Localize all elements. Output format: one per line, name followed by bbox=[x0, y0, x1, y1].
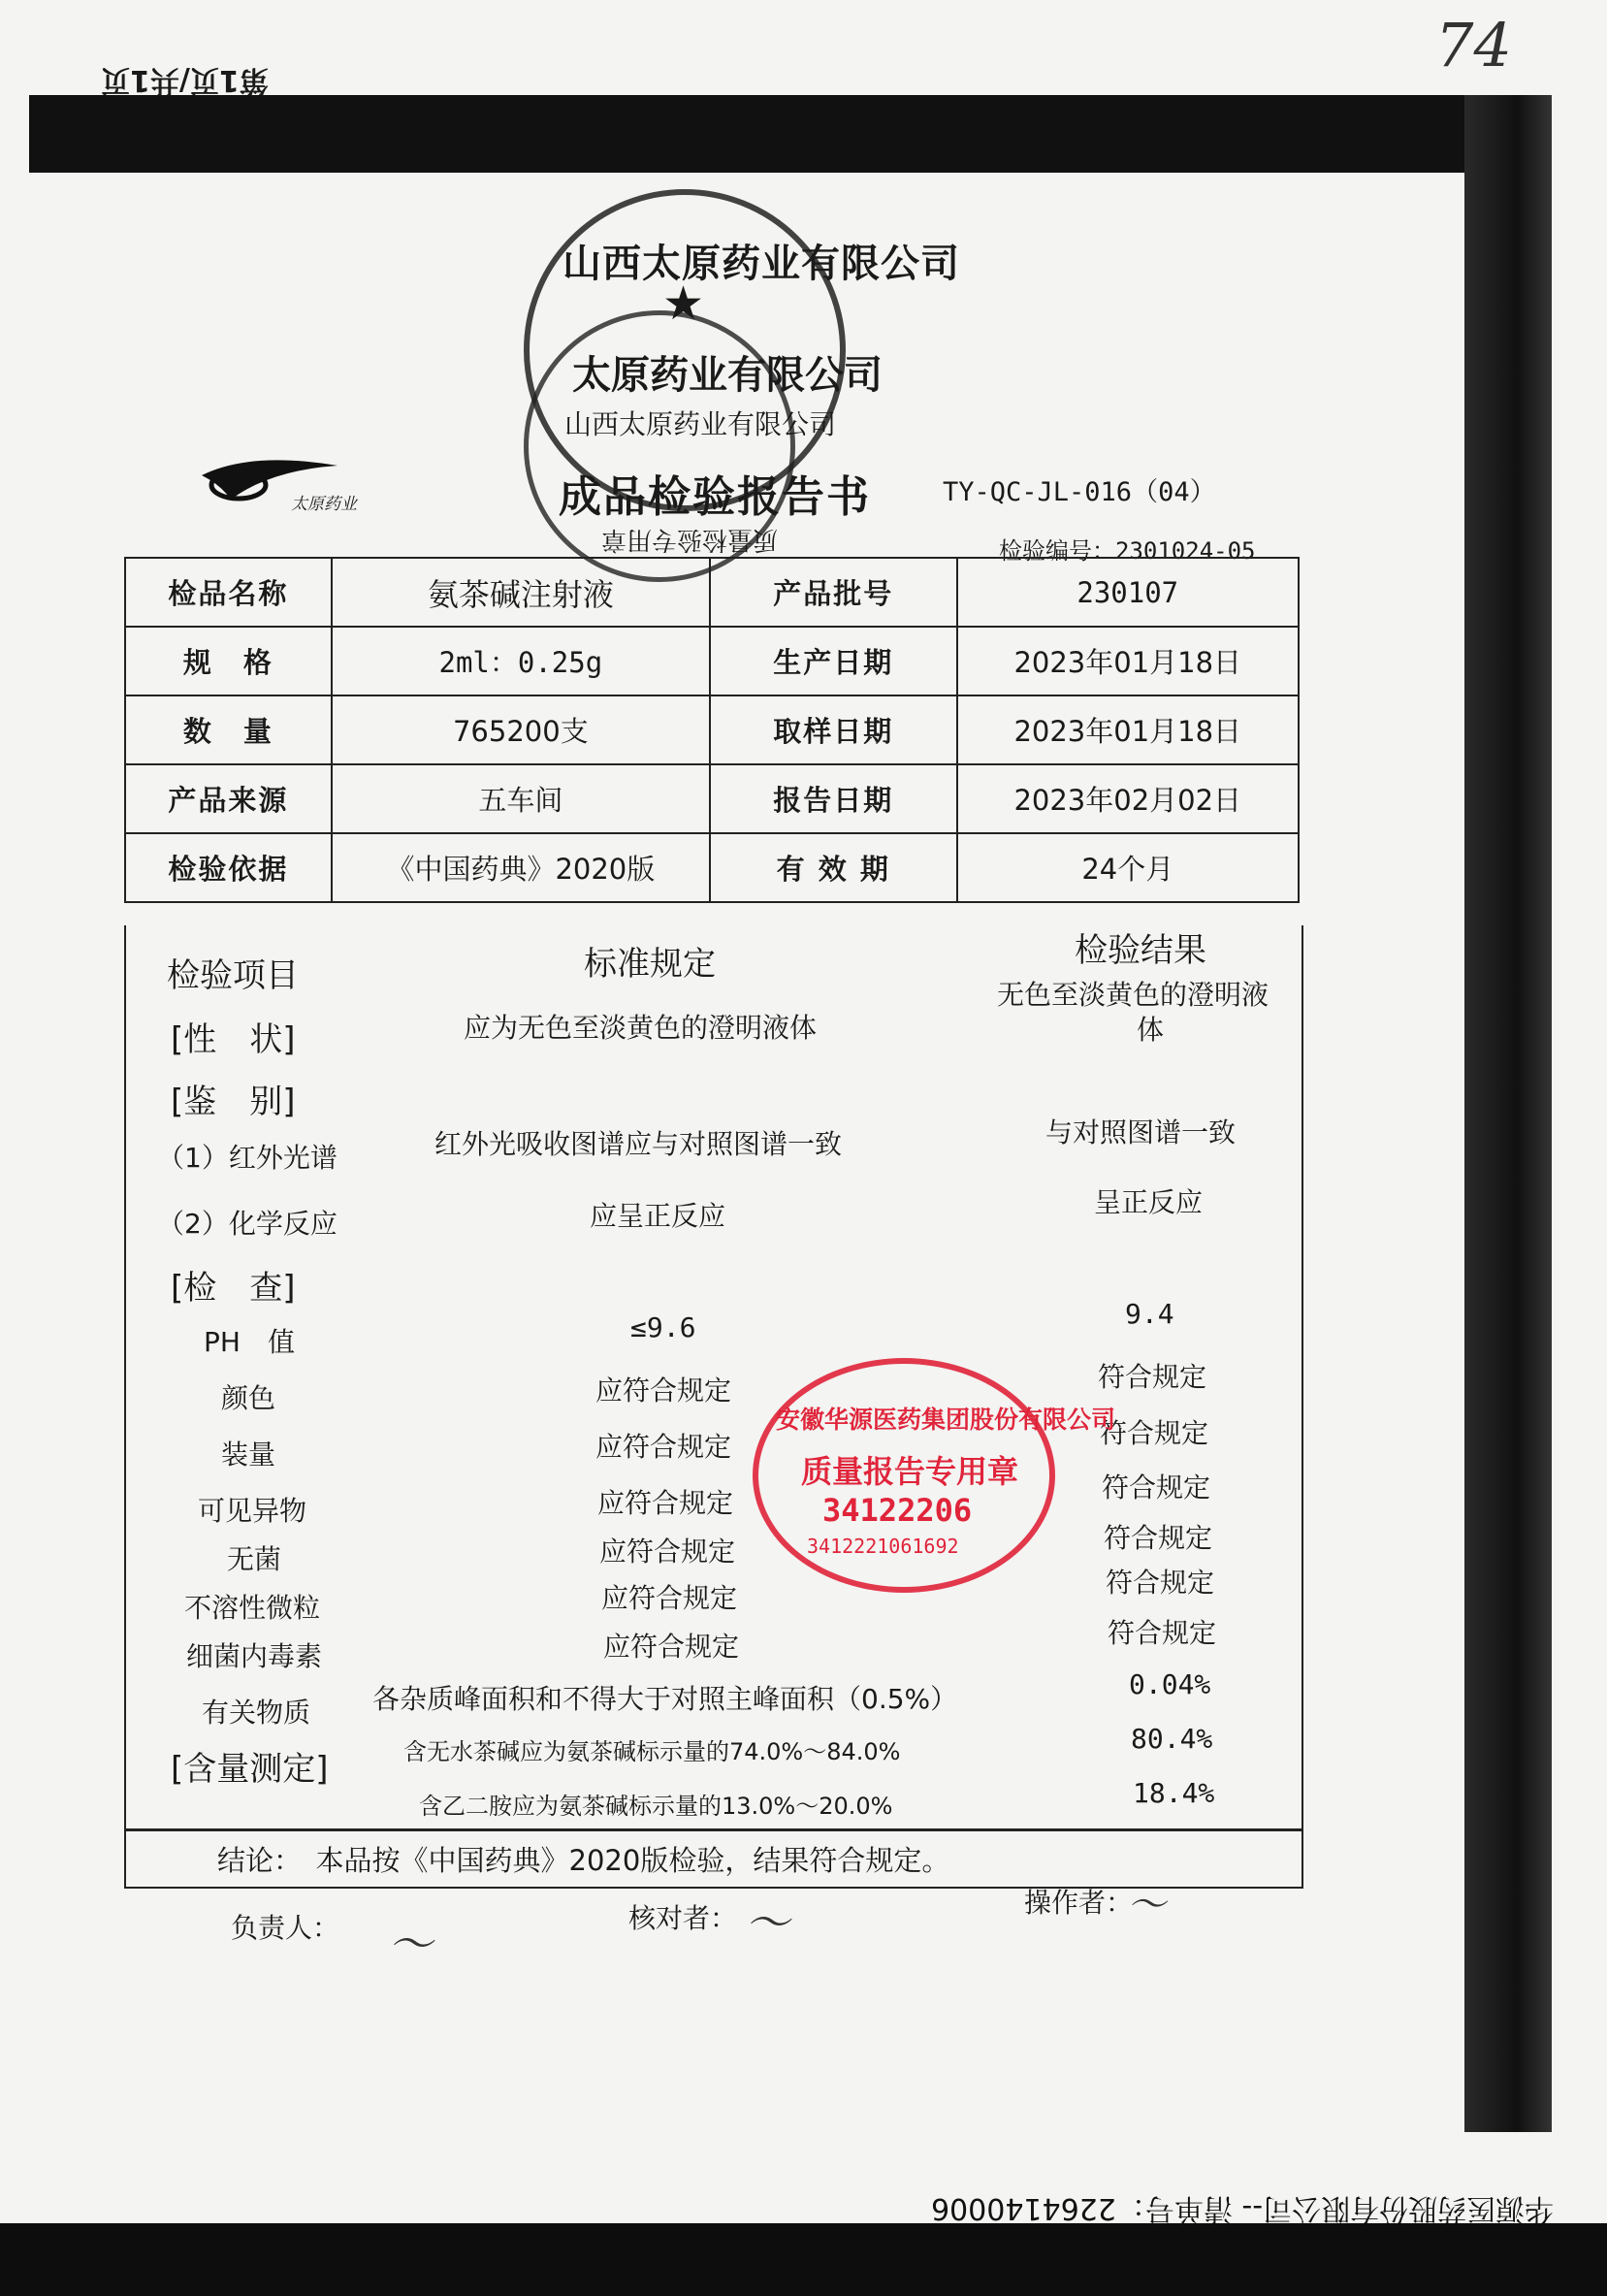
red-stamp-number: 34122206 bbox=[822, 1492, 973, 1529]
ph-standard: ≤9.6 bbox=[630, 1311, 696, 1343]
table-row bbox=[125, 833, 1299, 902]
company-name: 山西太原药业有限公司 bbox=[564, 408, 837, 440]
info-label: 检验依据 bbox=[125, 833, 332, 902]
info-label: 生产日期 bbox=[710, 627, 957, 695]
appearance-standard: 应为无色至淡黄色的澄明液体 bbox=[464, 1012, 818, 1044]
doc-code: TY-QC-JL-016（04） bbox=[943, 477, 1216, 507]
info-value: 《中国药典》2020版 bbox=[332, 833, 710, 902]
table-row bbox=[125, 695, 1299, 764]
chem-result: 呈正反应 bbox=[1094, 1186, 1204, 1218]
color-result: 符合规定 bbox=[1098, 1361, 1207, 1393]
info-value: 氨茶碱注射液 bbox=[332, 558, 710, 627]
responsible-label: 负责人： bbox=[231, 1912, 340, 1944]
related-item: 有关物质 bbox=[202, 1697, 311, 1729]
table-row bbox=[125, 627, 1299, 695]
report-no-label: 检验编号： bbox=[999, 537, 1115, 565]
chem-standard: 应呈正反应 bbox=[590, 1200, 726, 1232]
info-label: 有 效 期 bbox=[710, 833, 957, 902]
conclusion-label: 结论： bbox=[217, 1844, 288, 1877]
info-label: 产品来源 bbox=[125, 764, 332, 833]
related-standard: 各杂质峰面积和不得大于对照主峰面积（0.5%） bbox=[372, 1683, 958, 1715]
particles-standard: 应符合规定 bbox=[601, 1582, 738, 1614]
scan-bar-top bbox=[29, 95, 1464, 173]
company-seal-text: 山西太原药业有限公司 bbox=[562, 241, 960, 286]
ir-result: 与对照图谱一致 bbox=[1045, 1116, 1237, 1148]
bottom-flipped-text: 华源医药股份有限公司-- 清单号：2264140006 bbox=[931, 2191, 1555, 2225]
checker-signature: ～ bbox=[745, 1896, 789, 1949]
info-label: 规 格 bbox=[125, 627, 332, 695]
info-value: 24个月 bbox=[957, 833, 1299, 902]
section-assay: [含量测定] bbox=[171, 1750, 329, 1789]
seal-star-icon: ★ bbox=[662, 276, 705, 331]
section-inspection: [检 查] bbox=[171, 1269, 296, 1308]
particles-result: 符合规定 bbox=[1106, 1567, 1215, 1599]
assay2-result: 18.4% bbox=[1133, 1777, 1215, 1809]
info-value: 2023年02月02日 bbox=[957, 764, 1299, 833]
checker-label: 核对者： bbox=[628, 1902, 738, 1934]
conclusion-text: 本品按《中国药典》2020版检验，结果符合规定。 bbox=[315, 1844, 950, 1877]
color-standard: 应符合规定 bbox=[595, 1374, 732, 1407]
info-value: 2ml：0.25g bbox=[332, 627, 710, 695]
header-item: 检验项目 bbox=[167, 956, 299, 995]
visible-standard: 应符合规定 bbox=[597, 1487, 734, 1519]
color-item: 颜色 bbox=[221, 1382, 276, 1414]
scan-bar-bottom bbox=[0, 2223, 1607, 2296]
sterility-standard: 应符合规定 bbox=[599, 1536, 736, 1568]
assay1-standard: 含无水茶碱应为氨茶碱标示量的74.0%～84.0% bbox=[403, 1738, 901, 1765]
info-label: 检品名称 bbox=[125, 558, 332, 627]
conclusion bbox=[217, 1839, 949, 1879]
handwritten-page-number: 74 bbox=[1435, 10, 1512, 81]
sterility-item: 无菌 bbox=[227, 1543, 282, 1575]
table-row bbox=[125, 558, 1299, 627]
info-label: 产品批号 bbox=[710, 558, 957, 627]
quality-seal-bottom: 质量检验专用章 bbox=[601, 525, 779, 554]
logo-text: 太原药业 bbox=[291, 495, 357, 514]
info-table bbox=[124, 557, 1300, 903]
sterility-result: 符合规定 bbox=[1104, 1522, 1213, 1554]
visible-item: 可见异物 bbox=[198, 1495, 307, 1527]
volume-result: 符合规定 bbox=[1100, 1417, 1209, 1449]
page-marker: 第1页/共1页 bbox=[101, 63, 269, 97]
volume-standard: 应符合规定 bbox=[595, 1431, 732, 1463]
ph-item: PH 值 bbox=[204, 1326, 295, 1358]
info-value: 765200支 bbox=[332, 695, 710, 764]
related-result: 0.04% bbox=[1129, 1668, 1211, 1700]
section-identification: [鉴 别] bbox=[171, 1083, 296, 1121]
doc-title: 成品检验报告书 bbox=[559, 472, 871, 522]
volume-item: 装量 bbox=[221, 1439, 276, 1471]
red-stamp-code: 3412221061692 bbox=[807, 1535, 959, 1558]
scan-bar-right bbox=[1464, 95, 1552, 2132]
info-label: 数 量 bbox=[125, 695, 332, 764]
endotoxin-item: 细菌内毒素 bbox=[186, 1640, 323, 1672]
info-value: 五车间 bbox=[332, 764, 710, 833]
assay1-result: 80.4% bbox=[1131, 1723, 1213, 1755]
quality-seal-inner: 太原药业有限公司 bbox=[572, 352, 883, 398]
ir-standard: 红外光吸收图谱应与对照图谱一致 bbox=[434, 1128, 843, 1160]
section-appearance: [性 状] bbox=[171, 1020, 296, 1059]
operator-signature: ～ bbox=[1127, 1883, 1166, 1927]
report-no-value: 2301024-05 bbox=[1115, 537, 1256, 565]
chem-item: （2）化学反应 bbox=[157, 1208, 337, 1240]
conclusion-divider bbox=[124, 1828, 1302, 1831]
red-stamp-mid: 质量报告专用章 bbox=[801, 1453, 1019, 1490]
header-result: 检验结果 bbox=[1075, 931, 1206, 970]
endotoxin-result: 符合规定 bbox=[1108, 1617, 1217, 1649]
assay2-standard: 含乙二胺应为氨茶碱标示量的13.0%～20.0% bbox=[419, 1793, 893, 1820]
particles-item: 不溶性微粒 bbox=[184, 1592, 321, 1624]
info-value: 2023年01月18日 bbox=[957, 695, 1299, 764]
info-label: 报告日期 bbox=[710, 764, 957, 833]
responsible-signature: ～ bbox=[388, 1918, 433, 1970]
ir-item: （1）红外光谱 bbox=[157, 1142, 337, 1174]
appearance-result-1: 无色至淡黄色的澄明液 bbox=[997, 979, 1270, 1011]
info-value: 230107 bbox=[957, 558, 1299, 627]
table-row bbox=[125, 764, 1299, 833]
red-stamp-top: 安徽华源医药集团股份有限公司 bbox=[776, 1406, 1116, 1434]
header-standard: 标准规定 bbox=[584, 945, 716, 984]
endotoxin-standard: 应符合规定 bbox=[603, 1631, 740, 1663]
visible-result: 符合规定 bbox=[1102, 1471, 1211, 1504]
ph-result: 9.4 bbox=[1125, 1298, 1174, 1330]
info-value: 2023年01月18日 bbox=[957, 627, 1299, 695]
appearance-result-2: 体 bbox=[1137, 1014, 1165, 1046]
info-label: 取样日期 bbox=[710, 695, 957, 764]
operator-label: 操作者： bbox=[1024, 1887, 1134, 1919]
